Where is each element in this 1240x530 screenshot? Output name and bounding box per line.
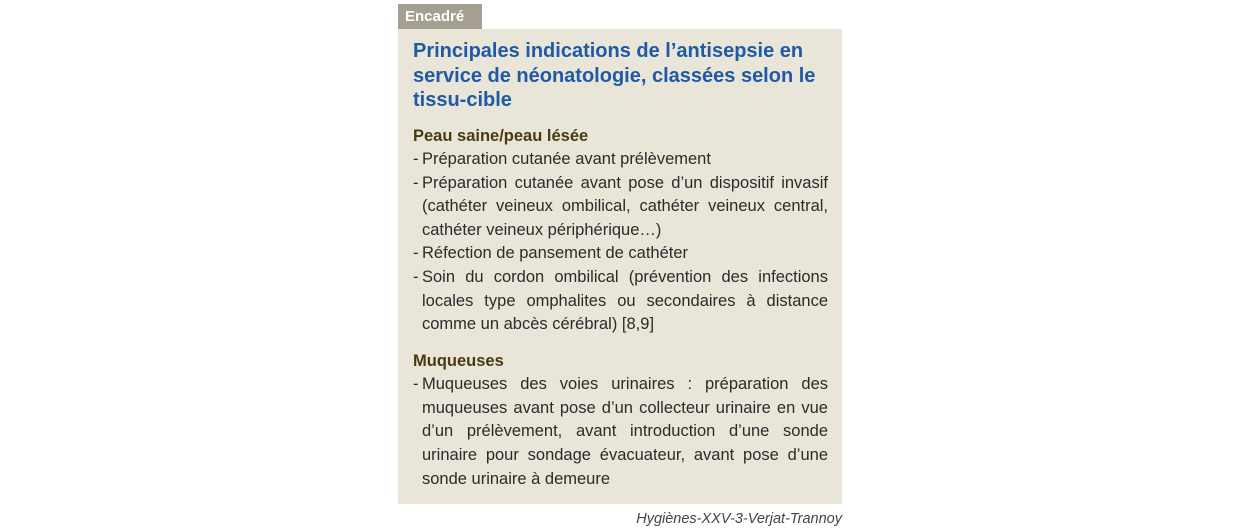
box-title: Principales indications de l’antisepsie en service de néonatologie, classées selon le tissu-cible <box>413 40 816 111</box>
bullet-dash: - <box>413 150 419 168</box>
section-list-muqueuses <box>413 373 828 491</box>
section-heading-peau: Peau saine/peau lésée <box>413 126 589 145</box>
list-item-text: Muqueuses des voies urinaires : préparation des muqueuses avant pose d’un collecteur urinaire en vue d’un prélèvement, avant introduction d’une sonde urinaire pour sondage évacuateur, avant pose d’une sonde urinaire à demeure <box>422 375 828 488</box>
bullet-dash: - <box>413 173 419 192</box>
list-item <box>413 266 828 337</box>
section-heading-muqueuses: Muqueuses <box>413 351 504 370</box>
bullet-dash: - <box>413 375 419 394</box>
list-item-text: Soin du cordon ombilical (prévention des infections locales type omphalites ou secondaires à distance comme un abcès cérébral) [8,9] <box>422 267 828 334</box>
list-item-text: Préparation cutanée avant pose d’un dispositif invasif (cathéter veineux ombilical, cathéter veineux central, cathéter veineux périphérique…) <box>422 173 828 239</box>
list-item <box>413 242 828 266</box>
list-item <box>413 373 828 491</box>
bullet-dash: - <box>413 244 419 263</box>
encadre-tag: Encadré <box>398 4 482 29</box>
source-credit: Hygiènes-XXV-3-Verjat-Trannoy <box>636 511 842 527</box>
list-item-text: Réfection de pansement de cathéter <box>422 244 689 263</box>
section-list-peau <box>413 148 828 337</box>
encadre-box <box>398 29 842 504</box>
bullet-dash: - <box>413 267 419 286</box>
list-item <box>413 172 828 243</box>
list-item <box>413 148 828 172</box>
list-item-text: Préparation cutanée avant prélèvement <box>422 150 711 168</box>
